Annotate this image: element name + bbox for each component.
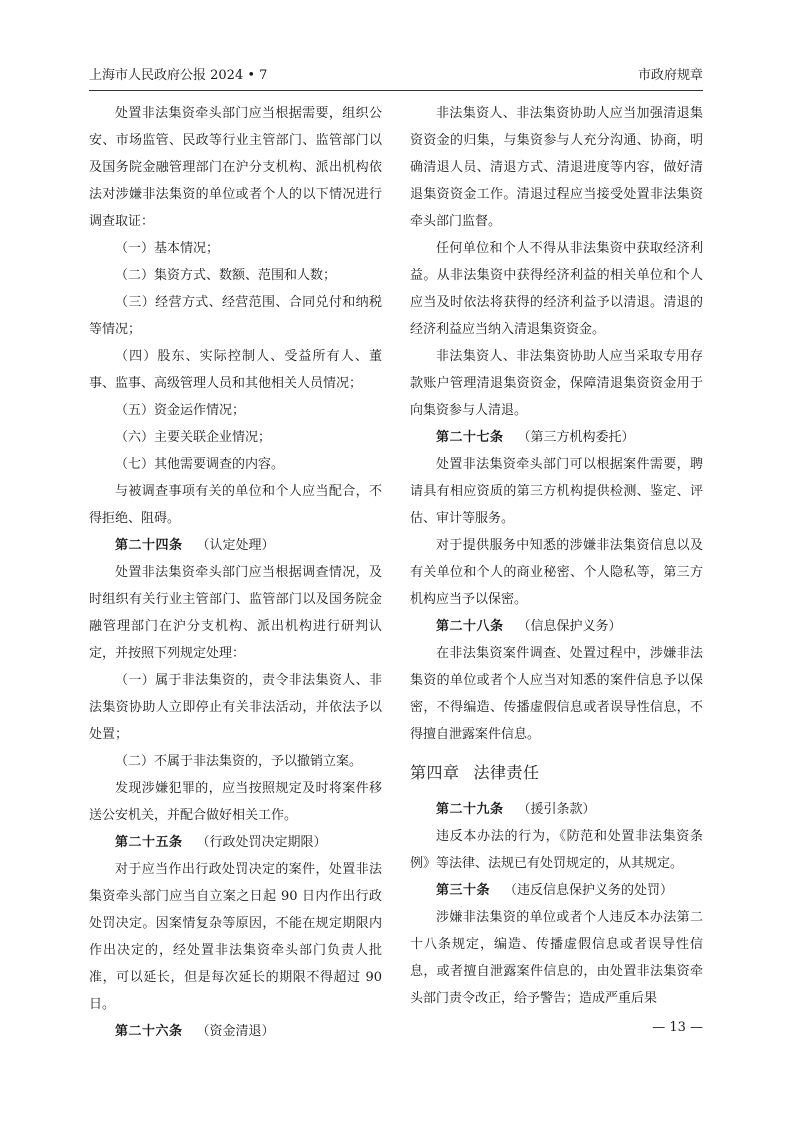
article-heading (89, 829, 382, 856)
article-heading (89, 1018, 382, 1045)
list-item: （一）属于非法集资的，责令非法集资人、非法集资协助人立即停止有关非法活动，并依法予以处置； (89, 673, 382, 742)
paragraph: 对于提供服务中知悉的涉嫌非法集资信息以及有关单位和个人的商业秘密、个人隐私等，第三方机构应当予以保密。 (410, 538, 703, 607)
article-topic: （信息保护义务） (517, 619, 622, 634)
list-item: （三）经营方式、经营范围、合同兑付和纳税等情况； (89, 295, 382, 337)
list-item: （二）不属于非法集资的，予以撤销立案。 (115, 754, 363, 769)
list-item: （六）主要关联企业情况； (115, 430, 272, 445)
article-heading (89, 532, 382, 559)
list-item: （一）基本情况； (115, 241, 220, 256)
list-item: （七）其他需要调查的内容。 (115, 457, 285, 472)
paragraph: 与被调查事项有关的单位和个人应当配合，不得拒绝、阻碍。 (89, 484, 382, 526)
header-rule (89, 90, 703, 91)
left-column (89, 100, 382, 1045)
chapter-title: 法律责任 (473, 763, 540, 782)
chapter-heading (410, 758, 703, 788)
right-column (410, 100, 703, 1012)
article-number: 第二十九条 (436, 802, 504, 817)
paragraph: 非法集资人、非法集资协助人应当加强清退集资资金的归集，与集资参与人充分沟通、协商，明确清退人员、清退方式、清退进度等内容，做好清退集资资金工作。清退过程应当接受处置非法集资牵头部门监督。 (410, 106, 703, 229)
page-number: — 13 — (652, 1020, 703, 1035)
article-topic: （资金清退） (196, 1024, 275, 1039)
article-heading (410, 796, 703, 823)
paragraph: 在非法集资案件调查、处置过程中，涉嫌非法集资的单位或者个人应当对知悉的案件信息予以保密，不得编造、传播虚假信息或者误导性信息，不得擅自泄露案件信息。 (410, 646, 703, 742)
paragraph: 涉嫌非法集资的单位或者个人违反本办法第二十八条规定，编造、传播虚假信息或者误导性信息，或者擅自泄露案件信息的，由处置非法集资牵头部门责令改正，给予警告；造成严重后果 (410, 910, 703, 1006)
list-item: （四）股东、实际控制人、受益所有人、董事、监事、高级管理人员和其他相关人员情况； (89, 349, 382, 391)
chapter-number: 第四章 (410, 763, 460, 782)
section-label: 市政府规章 (637, 68, 703, 83)
article-topic: （认定处理） (196, 538, 275, 553)
list-item: （五）资金运作情况； (115, 403, 246, 418)
article-number: 第二十五条 (115, 835, 183, 850)
article-number: 第二十四条 (115, 538, 183, 553)
paragraph: 处置非法集资牵头部门应当根据需要，组织公安、市场监管、民政等行业主管部门、监管部门以及国务院金融管理部门在沪分支机构、派出机构依法对涉嫌非法集资的单位或者个人的以下情况进行调查取证： (89, 106, 382, 229)
article-heading (410, 424, 703, 451)
paragraph: 任何单位和个人不得从非法集资中获取经济利益。从非法集资中获得经济利益的相关单位和个人应当及时依法将获得的经济利益予以清退。清退的经济利益应当纳入清退集资资金。 (410, 241, 703, 337)
article-topic: （第三方机构委托） (517, 430, 635, 445)
paragraph: 违反本办法的行为，《防范和处置非法集资条例》等法律、法规已有处罚规定的，从其规定。 (410, 829, 703, 871)
paragraph: 非法集资人、非法集资协助人应当采取专用存款账户管理清退集资资金，保障清退集资资金用于向集资参与人清退。 (410, 349, 703, 418)
publication-title: 上海市人民政府公报 2024 • 7 (89, 68, 268, 83)
article-number: 第二十八条 (436, 619, 504, 634)
article-number: 第三十条 (436, 883, 491, 898)
article-number: 第二十六条 (115, 1024, 183, 1039)
article-heading (410, 613, 703, 640)
paragraph: 发现涉嫌犯罪的，应当按照规定及时将案件移送公安机关，并配合做好相关工作。 (89, 781, 382, 823)
list-item: （二）集资方式、数额、范围和人数； (115, 268, 337, 283)
article-topic: （援引条款） (517, 802, 596, 817)
paragraph: 处置非法集资牵头部门可以根据案件需要，聘请具有相应资质的第三方机构提供检测、鉴定、评估、审计等服务。 (410, 457, 703, 526)
article-number: 第二十七条 (436, 430, 504, 445)
article-topic: （违反信息保护义务的处罚） (504, 883, 674, 898)
page-header (89, 66, 703, 86)
paragraph: 对于应当作出行政处罚决定的案件，处置非法集资牵头部门应当自立案之日起 90 日内作出行政处罚决定。因案情复杂等原因，不能在规定期限内作出决定的，经处置非法集资牵头部门负责人批准，可以延长，但是每次延长的期限不得超过 90 日。 (89, 862, 382, 1012)
article-topic: （行政处罚决定期限） (196, 835, 327, 850)
article-heading (410, 877, 703, 904)
paragraph: 处置非法集资牵头部门应当根据调查情况，及时组织有关行业主管部门、监管部门以及国务院金融管理部门在沪分支机构、派出机构进行研判认定，并按照下列规定处理： (89, 565, 382, 661)
